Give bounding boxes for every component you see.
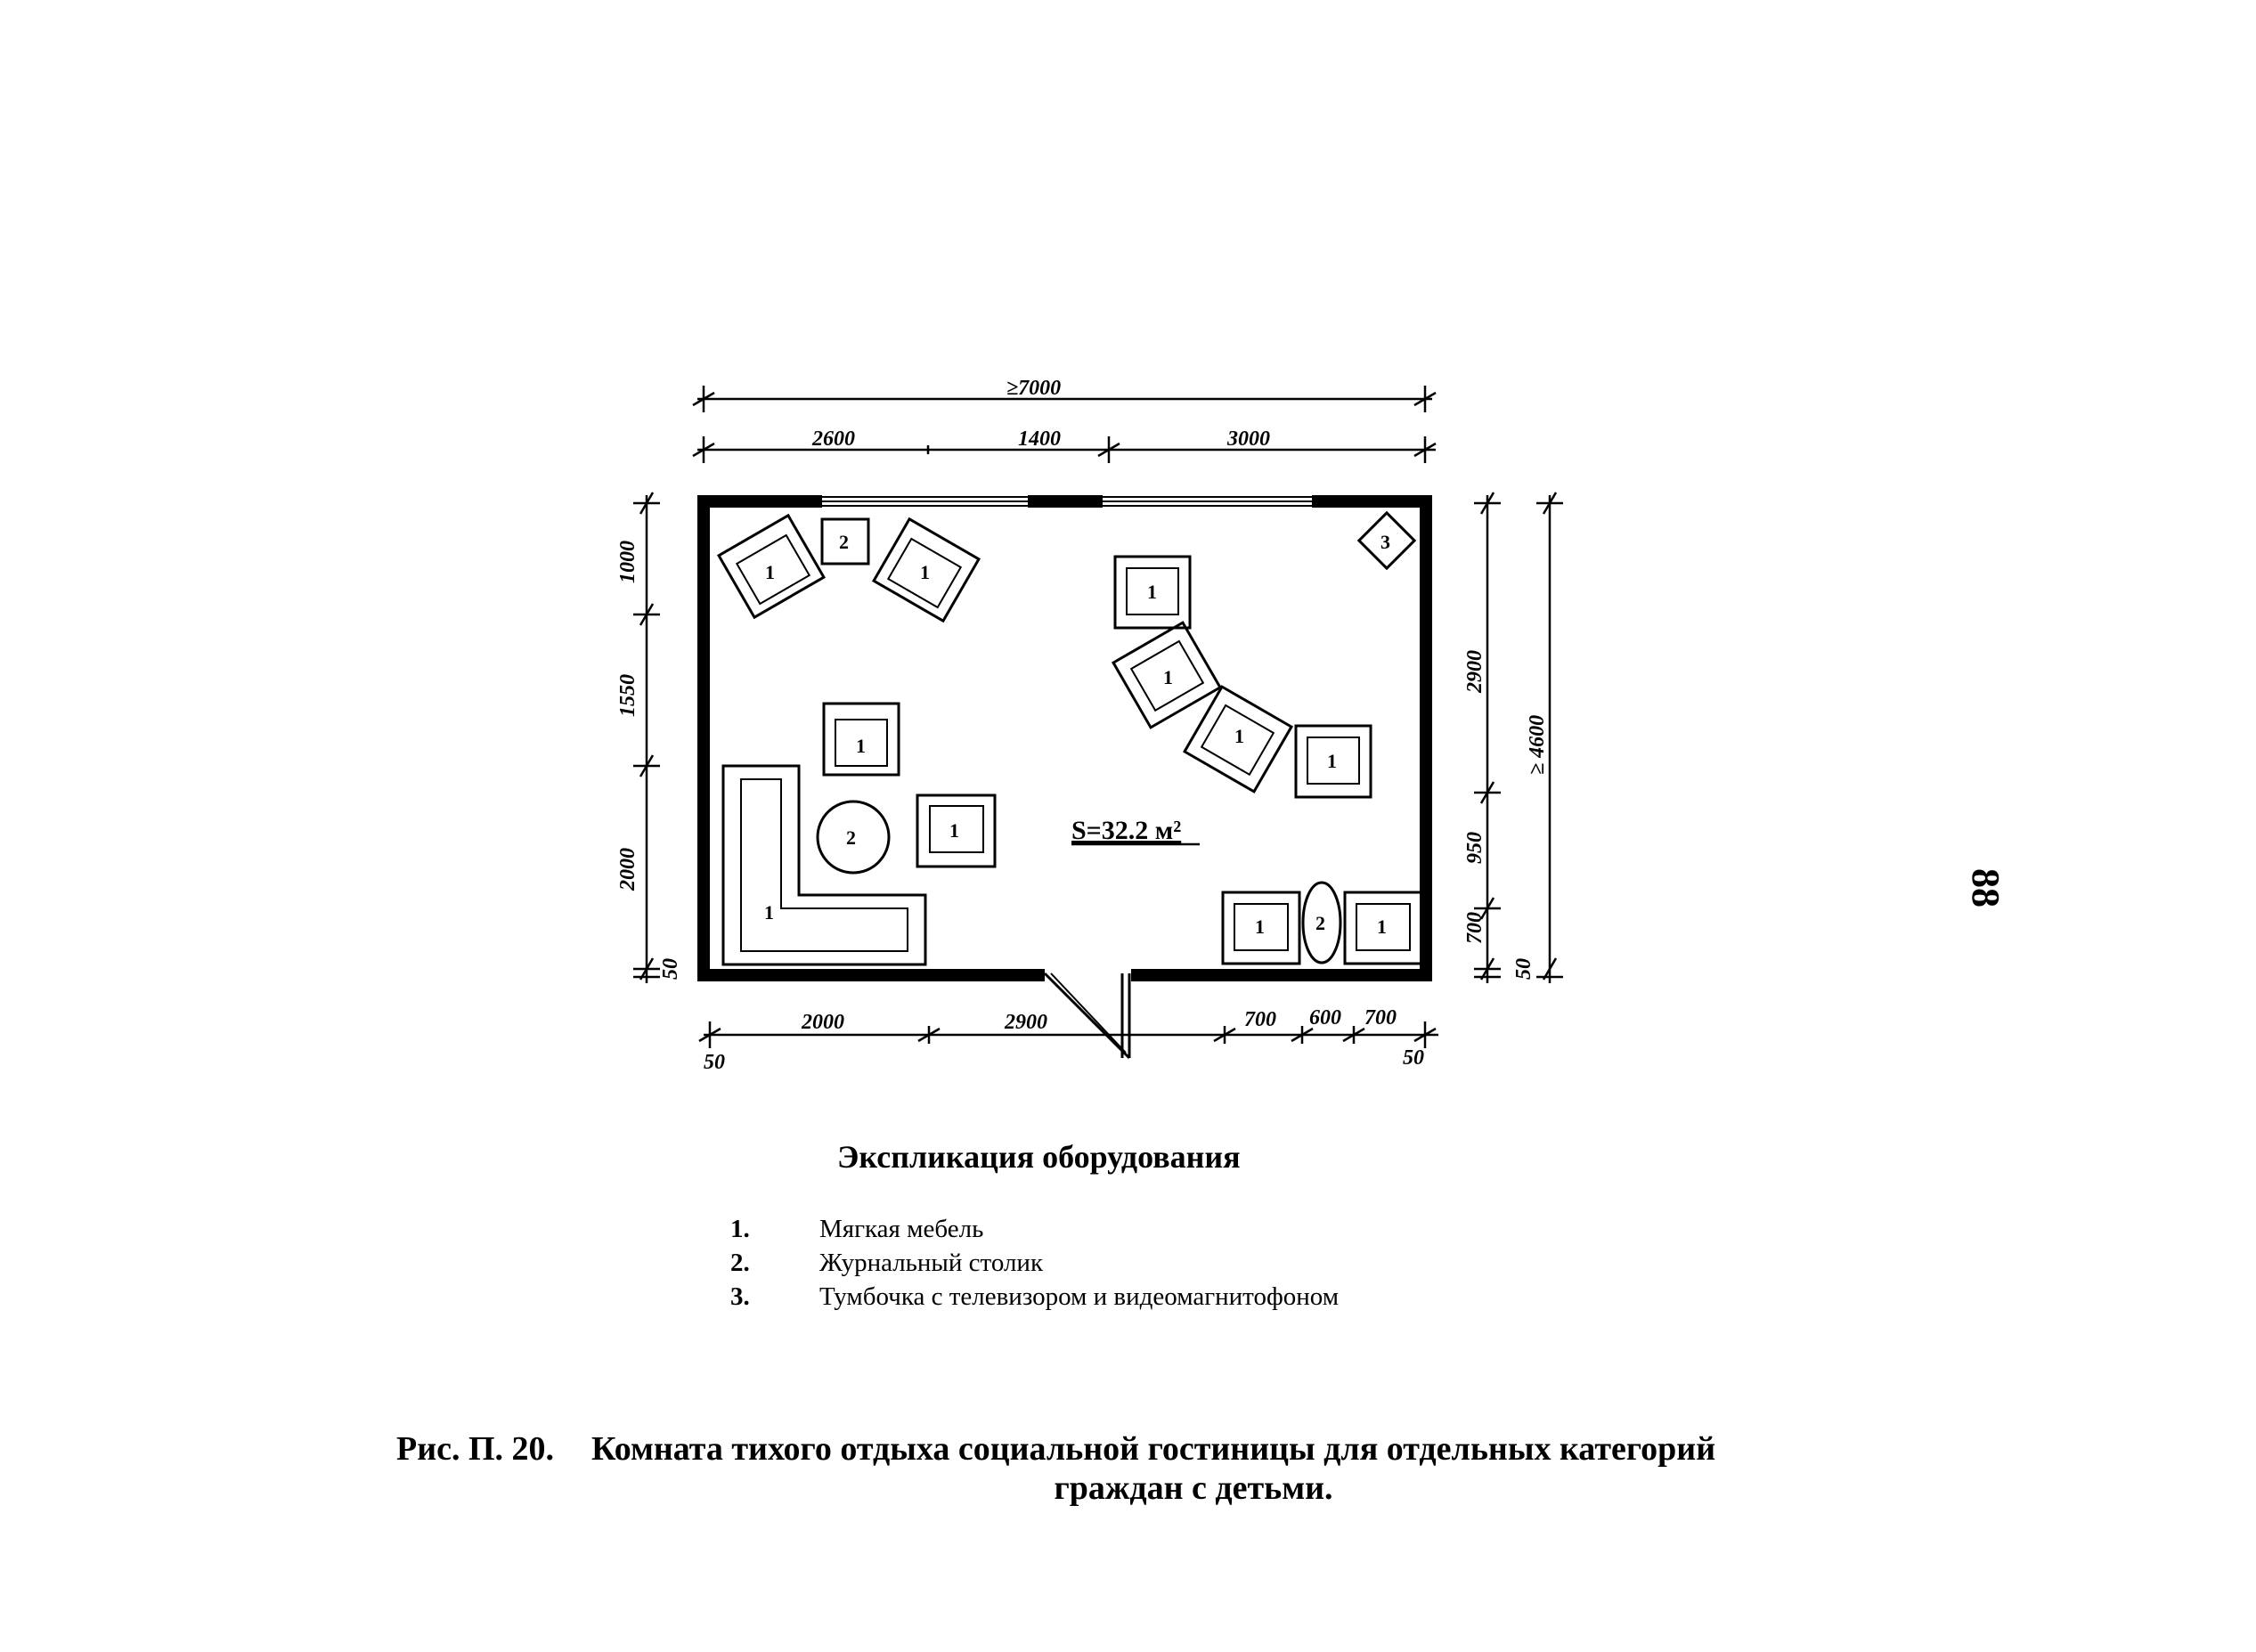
corner-sofa bbox=[723, 766, 925, 964]
mark-armchair-left-middle: 1 bbox=[856, 735, 866, 757]
caption-line-2: граждан с детьми. bbox=[1054, 1469, 1333, 1507]
dim-left-1000: 1000 bbox=[616, 541, 639, 583]
mark-corner-sofa: 1 bbox=[764, 901, 774, 924]
mark-armchair-right-arc-1: 1 bbox=[1163, 666, 1173, 688]
dim-bottom-2900: 2900 bbox=[1005, 1011, 1047, 1034]
legend-item-number: 2. bbox=[730, 1249, 750, 1277]
dim-bottom-2000: 2000 bbox=[802, 1011, 844, 1034]
legend-list bbox=[730, 1215, 1339, 1316]
dim-right-700: 700 bbox=[1463, 912, 1486, 944]
mark-armchair-right-arc-2: 1 bbox=[1234, 725, 1244, 747]
dim-bottom-end-right: 50 bbox=[1403, 1046, 1424, 1070]
wall-left bbox=[697, 495, 710, 981]
legend-item bbox=[730, 1282, 1339, 1316]
mark-oval-table: 2 bbox=[1315, 912, 1325, 934]
mark-armchair-center: 1 bbox=[949, 819, 959, 842]
dim-right-50: 50 bbox=[1512, 958, 1535, 980]
dim-bottom-700a: 700 bbox=[1244, 1008, 1276, 1031]
wall-bottom-left bbox=[697, 969, 1045, 981]
mark-tv-stand: 3 bbox=[1380, 531, 1390, 553]
mark-armchair-right-side: 1 bbox=[1327, 750, 1337, 772]
legend-item-number: 3. bbox=[730, 1282, 750, 1311]
legend-item-label: Журнальный столик bbox=[819, 1249, 1044, 1277]
legend-title: Экспликация оборудования bbox=[837, 1139, 1241, 1175]
dim-bottom-600: 600 bbox=[1309, 1006, 1341, 1029]
legend-item bbox=[730, 1215, 1339, 1249]
legend-item bbox=[730, 1249, 1339, 1282]
figure-label: Рис. П. 20. bbox=[396, 1430, 555, 1468]
wall-top-right bbox=[1312, 495, 1432, 508]
mark-round-table: 2 bbox=[846, 826, 856, 849]
door bbox=[1045, 973, 1129, 1058]
dim-bottom-end-left: 50 bbox=[704, 1051, 725, 1074]
window-left bbox=[822, 497, 1028, 506]
figure-caption bbox=[396, 1429, 1857, 1508]
legend-item-label: Мягкая мебель bbox=[819, 1215, 984, 1243]
window-right bbox=[1103, 497, 1312, 506]
dim-top-2600: 2600 bbox=[812, 427, 855, 451]
caption-line-1: Комната тихого отдыха социальной гостиницы для отдельных категорий bbox=[591, 1430, 1716, 1468]
legend-item-label: Тумбочка с телевизором и видеомагнитофоном bbox=[819, 1282, 1340, 1311]
mark-armchair-bottom-right: 1 bbox=[1377, 916, 1387, 938]
dim-left-50: 50 bbox=[659, 958, 682, 980]
mark-armchair-bottom-left: 1 bbox=[1255, 916, 1265, 938]
dim-top-overall: ≥7000 bbox=[1006, 377, 1062, 400]
dim-left-1550: 1550 bbox=[616, 674, 639, 717]
page-number: 88 bbox=[1964, 868, 2008, 907]
mark-armchair-top-left: 1 bbox=[765, 561, 775, 583]
area-label: S=32.2 м² bbox=[1071, 816, 1182, 845]
dim-top-3000: 3000 bbox=[1227, 427, 1270, 451]
dim-top-1400: 1400 bbox=[1018, 427, 1061, 451]
legend-item-number: 1. bbox=[730, 1215, 750, 1243]
mark-armchair-right-top: 1 bbox=[1147, 581, 1157, 603]
dim-bottom-700b: 700 bbox=[1364, 1006, 1397, 1029]
dim-right-overall: ≥ 4600 bbox=[1526, 714, 1549, 775]
wall-bottom-right bbox=[1131, 969, 1432, 981]
dim-right-950: 950 bbox=[1463, 832, 1486, 864]
mark-armchair-top-center: 1 bbox=[920, 561, 930, 583]
mark-table-top: 2 bbox=[839, 531, 849, 553]
wall-top-left bbox=[697, 495, 822, 508]
wall-top-mid bbox=[1028, 495, 1103, 508]
dim-left-2000: 2000 bbox=[616, 848, 639, 891]
dim-right-2900: 2900 bbox=[1463, 650, 1486, 693]
